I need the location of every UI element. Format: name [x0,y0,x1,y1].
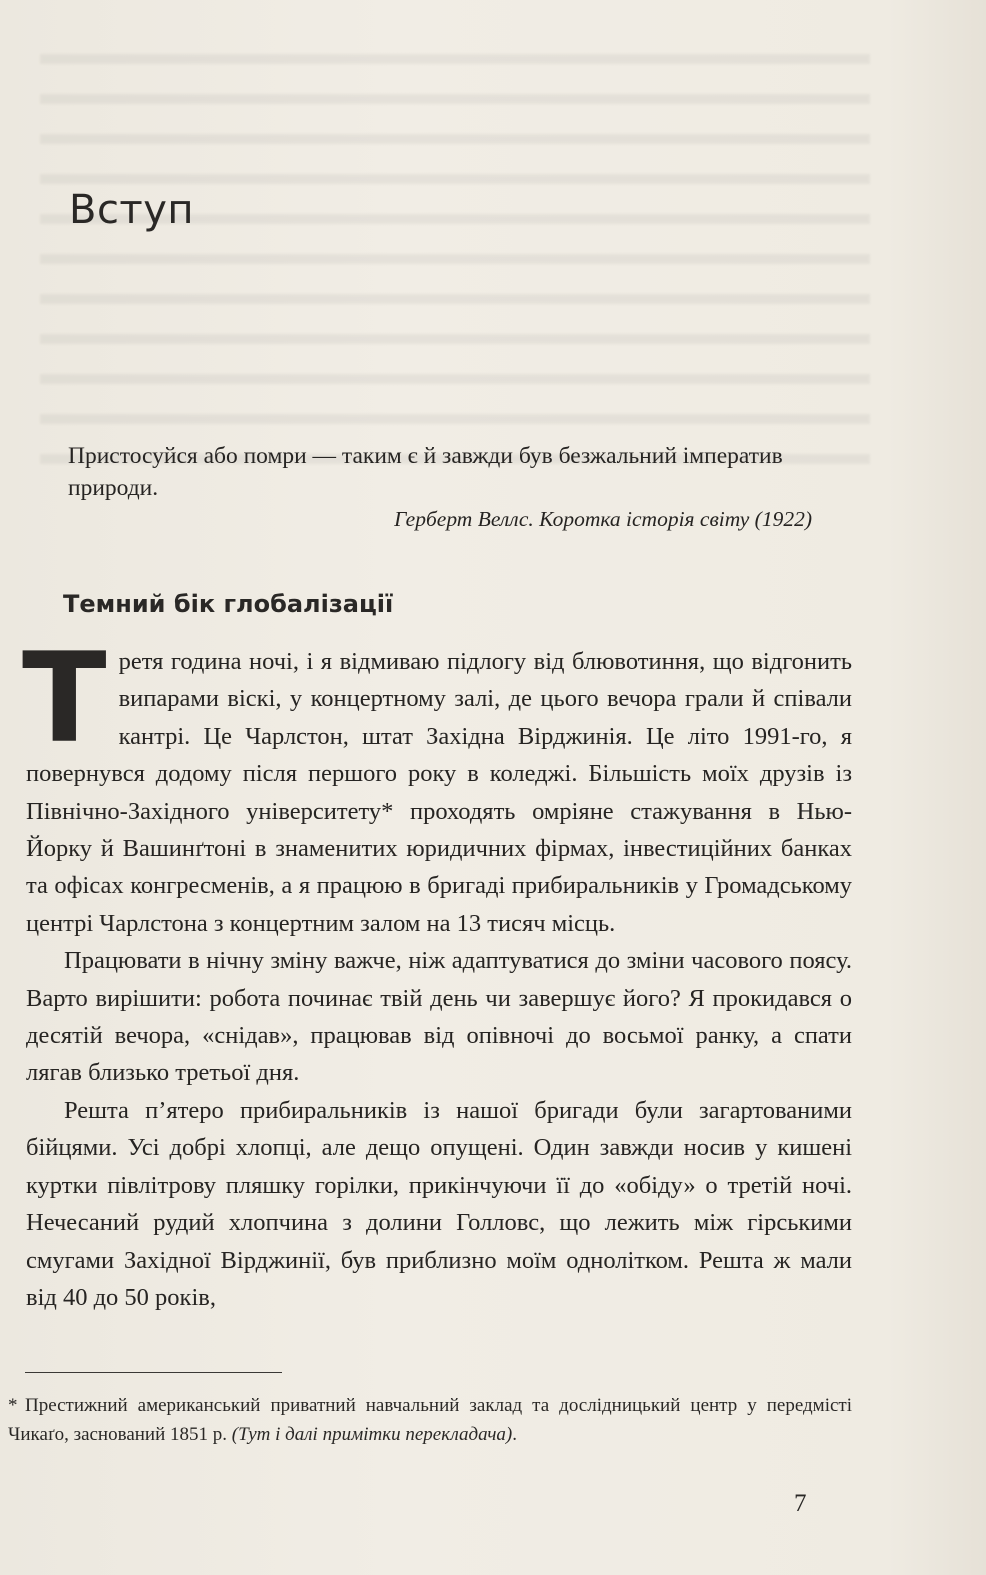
paragraph: Решта п’ятеро прибиральників із нашої бригади були загартованими бійцями. Усі добрі хлопці, але дещо опущені. Один завжди носив у кишені куртки півлітрову пляшку горілки, прикінчуючи її до «обіду» о третій ночі. Нечесаний рудий хлопчина з долини Голловс, що лежить між гірськими смугами Західної Вірджинії, був приблизно моїм однолітком. Решта ж мали від 40 до 50 років, [26,1096,852,1311]
body-text [22,627,852,1316]
paragraph-text: ретя година ночі, і я відмиваю підлогу від блювотиння, що відгонить випарами віскі, у концертному залі, де цього вечора грали й співали кантрі. Це Чарлстон, штат Західна Вірджинія. Це літо 1991-го, я повернувся додому після першого року в коледжі. Більшість моїх друзів із Північно-Західного університету* проходять омріяне стажування в Нью-Йорку й Вашинґтоні в знаменитих юридичних фірмах, інвестиційних банках та офісах конгресменів, а я працюю в бригаді прибиральників у Громадському центрі Чарлстона з концертним залом на 13 тисяч місць. [26,648,852,937]
paragraph [22,627,852,942]
footnote-text: Престижний американський приватний навчальний заклад та дослідницький центр у передмісті Чикаґо, заснований 1851 р. [8,1395,852,1445]
paragraph: Працювати в нічну зміну важче, ніж адаптуватися до зміни часового поясу. Варто вирішити: робота починає твій день чи завершує його? Я прокидався о десятій вечора, «снідав», працював від опівночі до восьмої ранку, а спати лягав близько третьої дня. [26,947,852,1087]
footnote-rule [25,1372,282,1373]
footnote-marker: * [8,1395,18,1416]
section-title: Темний бік глобалізації [63,590,394,618]
epigraph-quote: Пристосуйся або помри — таким є й завжди був безжальний імператив природи. [68,443,783,501]
footnote-end: . [512,1424,517,1445]
bleed-through-text [40,30,870,470]
epigraph [68,440,838,534]
page-number: 7 [794,1490,807,1517]
epigraph-attribution: Герберт Веллс. Коротка історія світу (1922) [394,507,812,531]
chapter-title: Вступ [69,187,195,233]
footnote-translator-note: (Тут і далі примітки перекладача) [231,1424,513,1445]
drop-cap: Т [22,627,107,771]
footnote [8,1391,852,1449]
